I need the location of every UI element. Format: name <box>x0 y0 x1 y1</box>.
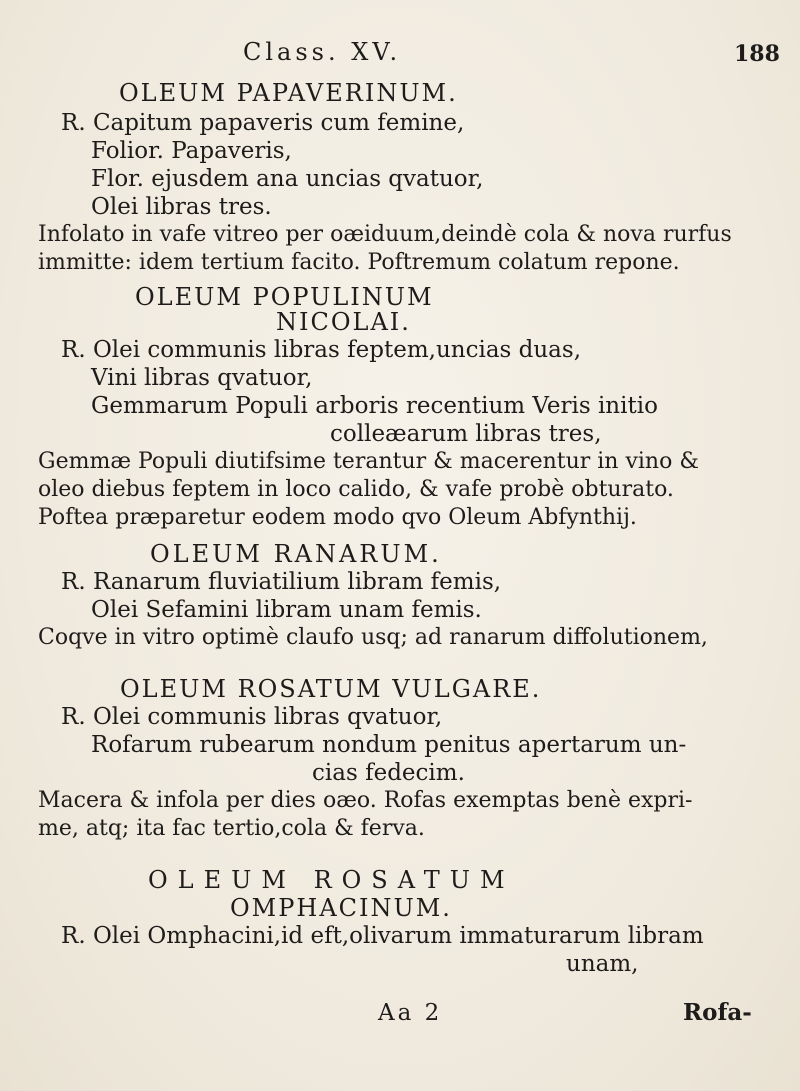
catchword: Rofa- <box>683 999 752 1026</box>
page-number: 188 <box>734 41 780 67</box>
section-title: OLEUM ROSATUM <box>148 866 515 894</box>
recipe-text: Gemmæ Populi diutifsime terantur & macerentur in vino & <box>38 449 699 474</box>
recipe-text: Infolato in vafe vitreo per oæiduum,deindè cola & nova rurfus <box>38 222 732 247</box>
recipe-line: R. Olei communis libras feptem,uncias duas, <box>61 337 582 363</box>
recipe-line: cias fedecim. <box>312 760 465 786</box>
recipe-line: R. Ranarum fluviatilium libram femis, <box>61 569 502 595</box>
section-title: OLEUM PAPAVERINUM. <box>119 79 458 107</box>
recipe-line: R. Capitum papaveris cum femine, <box>61 110 465 136</box>
recipe-line: R. Olei Omphacini,id eft,olivarum immaturarum libram <box>61 923 704 949</box>
recipe-line: Rofarum rubearum nondum penitus apertarum un- <box>91 732 687 758</box>
section-title: OLEUM RANARUM. <box>150 540 442 568</box>
recipe-line: colleæarum libras tres, <box>330 421 602 447</box>
section-title: OLEUM POPULINUM <box>135 283 434 311</box>
section-subtitle: NICOLAI. <box>276 308 411 336</box>
recipe-text: immitte: idem tertium facito. Poftremum colatum repone. <box>38 250 680 275</box>
recipe-line: Olei libras tres. <box>91 194 272 220</box>
signature-mark: Aa 2 <box>378 1000 443 1026</box>
section-title: OLEUM ROSATUM VULGARE. <box>120 675 542 703</box>
recipe-text: Coqve in vitro optimè claufo usq; ad ranarum diffolutionem, <box>38 625 708 650</box>
recipe-line: R. Olei communis libras qvatuor, <box>61 704 443 730</box>
recipe-line: unam, <box>566 951 639 977</box>
recipe-text: Macera & infola per dies oæo. Rofas exemptas benè expri- <box>38 788 693 813</box>
recipe-line: Vini libras qvatuor, <box>91 365 313 391</box>
recipe-line: Folior. Papaveris, <box>91 138 292 164</box>
recipe-line: Gemmarum Populi arboris recentium Veris initio <box>91 393 658 419</box>
recipe-line: Flor. ejusdem ana uncias qvatuor, <box>91 166 484 192</box>
running-head: Class. XV. <box>243 38 402 66</box>
section-subtitle: OMPHACINUM. <box>230 894 452 922</box>
recipe-text: Poftea præparetur eodem modo qvo Oleum Abfynthij. <box>38 505 637 530</box>
recipe-text: me, atq; ita fac tertio,cola & ferva. <box>38 816 425 841</box>
recipe-text: oleo diebus feptem in loco calido, & vafe probè obturato. <box>38 477 674 502</box>
recipe-line: Olei Sefamini libram unam femis. <box>91 597 482 623</box>
